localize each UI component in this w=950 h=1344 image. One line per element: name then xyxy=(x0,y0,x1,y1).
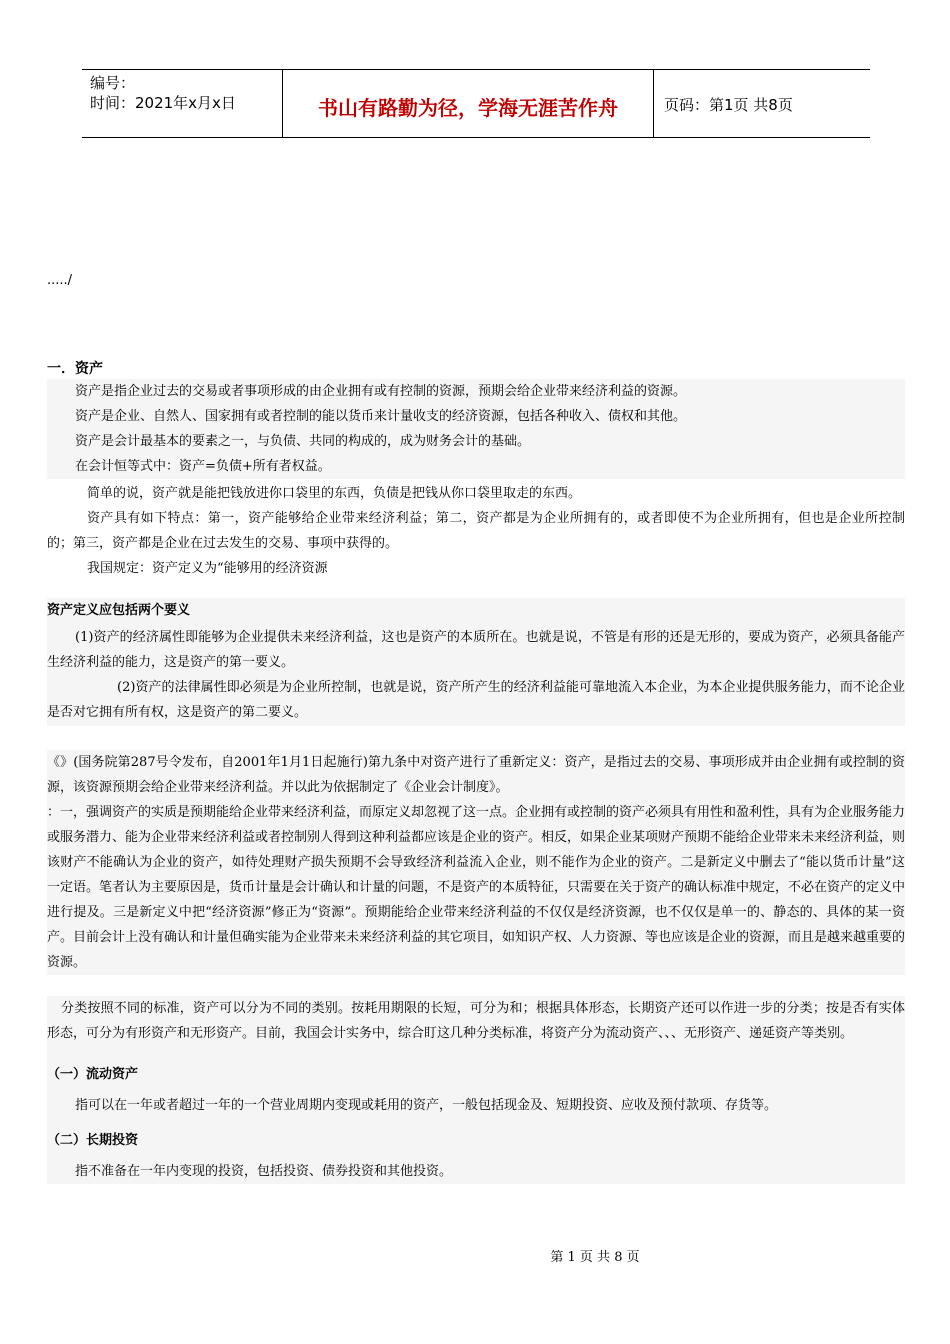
meaning-point-2: (2)资产的法律属性即必须是为企业所控制，也就是说，资产所产生的经济利益能可靠地流入本企业，为本企业提供服务能力，而不论企业是否对它拥有所有权，这是资产的第二要义。 xyxy=(47,680,905,720)
regulation-block xyxy=(47,750,905,975)
analysis-paragraph: ：一，强调资产的实质是预期能给企业带来经济利益，而原定义却忽视了这一点。企业拥有或控制的资产必须具有用性和盈利性，具有为企业服务能力或服务潜力、能为企业带来经济利益或者控制别人得到这种利益都应该是企业的资产。相反，如果企业某项财产预期不能给企业带来未来经济利益，则该财产不能确认为企业的资产，如待处理财产损失预期不会导致经济利益流入企业，则不能作为企业的资产。二是新定义中删去了“能以货币计量”这一定语。笔者认为主要原因是，货币计量是会计确认和计量的问题，不是资产的本质特征，只需要在关于资产的确认标准中规定，不必在资产的定义中进行提及。三是新定义中把“经济资源”修正为“资源”。预期能给企业带来经济利益的不仅仅是经济资源，也不仅仅是单一的、静态的、具体的某一资产。目前会计上没有确认和计量但确实能为企业带来未来经济利益的其它项目，如知识产权、人力资源、等也应该是企业的资源，而且是越来越重要的资源。 xyxy=(47,805,906,970)
definition-line: 在会计恒等式中：资产=负债+所有者权益。 xyxy=(75,459,331,474)
ellipsis-text: ...../ xyxy=(47,273,73,288)
classification-block xyxy=(47,996,905,1184)
meaning-point-1: (1)资产的经济属性即能够为企业提供未来经济利益，这也是资产的本质所在。也就是说，不管是有形的还是无形的，要成为资产，必须具备能产生经济利益的能力，这是资产的第一要义。 xyxy=(47,630,905,670)
long-term-investment-text: 指不准备在一年内变现的投资，包括投资、债券投资和其他投资。 xyxy=(75,1164,453,1179)
section-title-assets: 一．资产 xyxy=(47,361,103,377)
number-label: 编号： xyxy=(90,74,136,92)
page-code: 页码：第1页 共8页 xyxy=(664,96,793,114)
china-rule: 我国规定：资产定义为“能够用的经济资源 xyxy=(87,561,328,576)
current-assets-title: （一）流动资产 xyxy=(47,1067,139,1082)
page-header xyxy=(82,69,870,138)
time-label: 时间：2021年x月x日 xyxy=(90,94,236,112)
long-term-investment-title: （二）长期投资 xyxy=(47,1133,139,1148)
two-meanings-block xyxy=(47,598,905,726)
classification-paragraph: 分类按照不同的标准，资产可以分为不同的类别。按耗用期限的长短，可分为和；根据具体形态，长期资产还可以作进一步的分类；按是否有实体形态，可分为有形资产和无形资产。目前，我国会计实务中，综合盯这几种分类标准，将资产分为流动资产、、、无形资产、递延资产等类别。 xyxy=(47,1001,905,1041)
regulation-paragraph: 《》(国务院第287号令发布，自2001年1月1日起施行)第九条中对资产进行了重新定义：资产，是指过去的交易、事项形成并由企业拥有或控制的资源，该资源预期会给企业带来经济利益。并以此为依据制定了《企业会计制度》。 xyxy=(47,755,905,795)
header-left-cell xyxy=(82,70,282,137)
definition-line: 资产是企业、自然人、国家拥有或者控制的能以货币来计量收支的经济资源，包括各种收入、债权和其他。 xyxy=(75,409,687,424)
definition-line: 资产是指企业过去的交易或者事项形成的由企业拥有或有控制的资源，预期会给企业带来经济利益的资源。 xyxy=(75,384,687,399)
definition-line: 资产是会计最基本的要素之一，与负债、共同的构成的，成为财务会计的基础。 xyxy=(75,434,531,449)
two-meanings-title: 资产定义应包括两个要义 xyxy=(47,603,191,618)
current-assets-text: 指可以在一年或者超过一年的一个营业周期内变现或耗用的资产，一般包括现金及、短期投资、应收及预付款项、存货等。 xyxy=(75,1098,778,1113)
motto: 书山有路勤为径，学海无涯苦作舟 xyxy=(282,70,654,137)
simple-explanation: 简单的说，资产就是能把钱放进你口袋里的东西，负债是把钱从你口袋里取走的东西。 xyxy=(87,486,582,501)
page-footer: 第 1 页 共 8 页 xyxy=(550,1250,640,1265)
features-paragraph: 资产具有如下特点：第一，资产能够给企业带来经济利益；第二，资产都是为企业所拥有的，或者即使不为企业所拥有，但也是企业所控制的；第三，资产都是企业在过去发生的交易、事项中获得的。 xyxy=(47,511,905,551)
simple-explanation-block xyxy=(47,481,905,581)
definition-block xyxy=(47,379,905,479)
